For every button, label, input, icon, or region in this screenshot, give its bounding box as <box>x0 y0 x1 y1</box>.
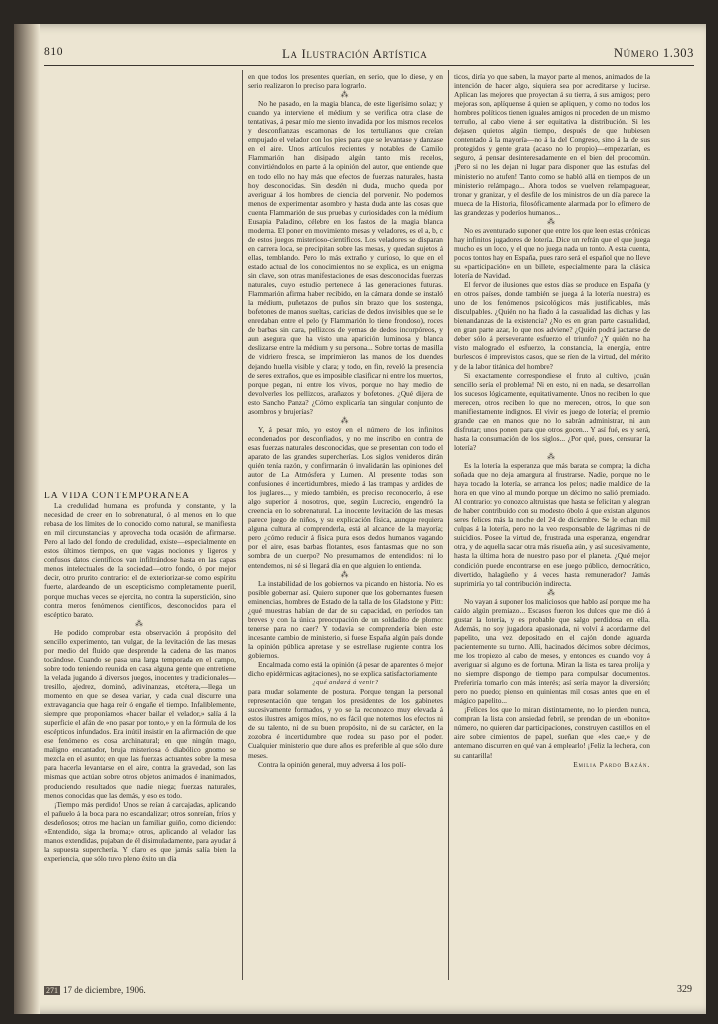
paragraph: ¡Tiempo más perdido! Unos se reían á carcajadas, aplicando el pañuelo á la boca para no escandalizar; otros sonreían, fríos y desdeñosos; otros me hacían un familiar guiño, como diciendo: «Entendido, siga la broma;» otros, aplicando al velador las manos extendidas, pujaban de él disimuladamente, para ayudar á la supuesta superchería. Y claro es que jamás salía bien la experiencia, que sólo tuvo pleno éxito un día <box>44 799 236 863</box>
column-3 <box>454 72 650 977</box>
footer-date-line <box>44 985 146 995</box>
illustration-area <box>44 88 242 498</box>
paragraph: El fervor de ilusiones que estos días se produce en España (y en otros países, donde también se juega á la lotería nuestra) es uno de los fenómenos psicológicos más justificables, más disculpables. ¿Quién no ha fiado á la casualidad las dichas y las bienandanzas de la existencia? ¿No es en gran parte casualidad, en gran parte azar, lo que nos adviene? ¿Quién podrá jactarse de deber sólo á perseverante esfuerzo el triunfo? ¿Y quién no ha visto malogrado el esfuerzo, la constancia, la energía, entre burlescos é imprevistos casos, que se ríen de la virtud, del mérito y de la labor titánica del hombre? <box>454 280 650 371</box>
paragraph: ticos, diría yo que saben, la mayor parte al menos, animados de la intención de hacer algo, siquiera sea por acreditarse y lucirse. Aplican las mejores que proyectan á su tierra, á sus amigos; pero mejoras son, aplíquense á quien se apliquen, y como no todos los hombres políticos tienen iguales amigos ni proceden de un mismo terruño, al cabo viene á ser equitativa la distribución. Si les dejasen quietos algún tiempo, después de que hubiesen contentado á la mayoría—no á la del Congreso, sino á la de sus protegidos y gente grata (acaso no lo propio)—empezarían, es seguro, á pensar desinteresadamente en el bien del procomún. ¡Pero si no les dejan ni lugar para disponer que las estufas del ministerio no atufen! Tanto como se habló allá en tiempos de un ministerio relámpago... Ahora todos se vuelven relampaguear, tronar y granizar, y el desfile de los ministros de un día parece la mueca de la Historia, filosóficamente alarmada por lo efímero de las grandezas y poderíos humanos... <box>454 72 650 217</box>
paragraph: en que todos los presentes querían, en serio, que lo diese, y en serio realizaron lo preciso para lograrlo. <box>248 72 443 91</box>
paragraph: Es la lotería la esperanza que más barata se compra; la dicha soñada que no deja amargura al frustrarse. Nadie, porque no le haya tocado la lotería, se arranca los pelos; nadie maldice de la hora en que vino al mundo porque un décimo no salió premiado. Al contrario: yo conozco altruistas que hasta se felicitan y alegran de haber contribuido con su modesto óbolo á que existan algunos seres felices más la noche del 24 de diciembre. Se le echan mil culpas á la lotería, pero no la veo responsable de lágrimas ni de suicidios. Posee la virtud de, frustrada una esperanza, engendrar otra, y de aquella sacar otra más risueña aún, y así sucesivamente, hasta la última hora de nuestro paso por el planeta. ¿Qué mejor condición puede encontrarse en ese juego público, democrático, divertido, halagüeño y á veces hasta remunerador? Jamás suprimiría yo tal contribución indirecta. <box>454 461 650 588</box>
paragraph: No vayan á suponer los maliciosos que hablo así porque me ha caído algún premiazo... Escasos fueron los dulces que me dió á gustar la lotería, y es probable que salgo perdidosa en ella. Además, no soy jugadora apasionada, ni volví á acordarme del papelito, una vez depositado en el cajón donde aguarda pacientemente su turno. Allí, hacinados décimos sobre décimos, me los tropiezo al cabo de meses, y entonces es cuando voy á averiguar si alguno es de fortuna. Miran la lista es tarea prolija y no siempre dispongo de tiempo para compulsar documentos. Preferiría tomarlo con más interés; así sería mayor la diversión; pero no puedo; pienso en quinientas mil cosas antes que en el mágico papelito... <box>454 596 650 706</box>
section-heading: LA VIDA CONTEMPORÁNEA <box>44 492 190 501</box>
page-footer <box>44 984 692 998</box>
caption: ¿qué andará á venir? <box>312 679 379 687</box>
header-rule <box>44 65 694 66</box>
column-2 <box>248 72 443 977</box>
book-spine <box>14 24 40 1014</box>
column-1 <box>44 492 236 982</box>
column-divider-2 <box>448 70 449 980</box>
running-header <box>44 46 694 62</box>
publication-title: La Ilustración Artística <box>282 46 428 61</box>
paragraph: No es aventurado suponer que entre los que leen estas crónicas hay infinitos jugadores de lotería. Dice un refrán que el que juega mucho es un loco, y el que no juega nada un tonto. A esta cuenta, pocos tontos hay en España, pues raro será el español que no lleve su «participación» en un billete, especialmente para la clásica lotería de Navidad. <box>454 225 650 281</box>
footer-folio: 329 <box>677 984 692 995</box>
paragraph: Si exactamente correspondiese el fruto al cultivo, ¡cuán sencillo sería el problema! Ni en esto, ni en nada, se desarrollan los sucesos lógicamente, equitativamente. Unos no reciben lo que merecen, otros reciben lo que no merecen, otros, lo que son manifiestamente indignos. El vivir es juego de lotería; el premio grande cae en manos que no lo sabrán administrar, ni aun disfrutar; unos ponen para que otros gocen... Y así fué, es y será, hasta la consumación de los siglos... ¿Por qué, pues, censurar la lotería? <box>454 370 650 452</box>
column-divider-1 <box>242 70 243 980</box>
paragraph: He podido comprobar esta observación á propósito del sencillo experimento, tan vulgar, de la levitación de las mesas por medio del fluido que desprende la cadena de las manos tocándose. Cuando se pasa una larga temporada en el campo, sobre todo teniendo reunida en casa alguna gente que entretiene la velada jugando á diversos juegos, inocentes y tradicionales—tresillo, ajedrez, dominó, adivinanzas, etcétera,—llega un momento en que se desea variar, y cada cual discurre una extravagancia que haga reír ó engañe el tiempo. Infaliblemente, siempre que proponíamos «hacer bailar el velador,» salía á la superficie el afán de «no pasar por tonto,» y en la fórmula de los escépticos infundados. Era inútil insistir en la afirmación de que ese fenómeno es cosa archinatural; en que ningún mago, maligno encantador, bruja misteriosa ó diabólico gnomo se mezcla en el asunto; en que las fuerzas actuantes sobre la mesa para hacerla levantarse en el aire, contra la gravedad, son las mismas que actúan sobre otros objetos animados é inanimados, produciendo resultados que nadie niega; fuerzas naturales, menos conocidas que las demás, y eso es todo. <box>44 627 236 800</box>
author-signature: Emilia Pardo Bazán. <box>573 759 650 769</box>
paragraph: Y, á pesar mío, yo estoy en el número de los infinitos econdenados por desconfiados, y no me inscribo en contra de esas fuerzas naturales desconocidas, que se presentan con todo el aparato de las grandes supercherías. Los siglos venideros dirán quién tenía razón, y confirmarán ó invalidarán las opiniones del autor de La Atmósfera y Lumen. Al presente todas son confusiones é incertidumbres, miedo á las trampas y ardides de los juglares..., y miedo también, es preciso reconocerlo, á ese algo superior á nosotros, que, según Lucrecio, engendró la creencia en lo sobrenatural. La inocente levitación de las mesas parece juego de niños, y su explicación física, aunque requiera alguna cultura al comprenderla, está al alcance de la mayoría; pero ¿cómo reducir á física pura esos dedos humanos vagando por el aire, esas barbas flotantes, esos fantasmas que no son sombra de un cuerpo? No presumamos de entendidos: ni lo entendemos, ni sé si llegará día en que alguien lo entienda. <box>248 424 443 570</box>
paragraph: ¡Felices los que lo miran distintamente, no lo pierden nunca, compran la lista con ansiedad febril, se prendan de un «bonito» número, no quieren dar participaciones, construyen castillos en el aire sobre cimientos de papel, sueñan que «les cae,» y de antemano discurren en qué van á emplearlo! ¡Feliz la lechera, con su cantarilla! <box>454 705 650 760</box>
paragraph: No he pasado, en la magia blanca, de este ligerísimo solaz; y cuando ya interviene el médium y se verifica otra clase de tentativas, á pesar mío me siento invadida por los mismos recelos y desconfianzas escamonas de los tertulianos que creían empujado el velador con los pies para que se levantase y danzase en el aire. Unos artículos recientes y notables de Camilo Flammarión han disipado algún tanto mis recelos, convirtiéndolos en parte á la opinión del autor, que entiende que en todo ello no hay más que efectos de fuerzas naturales, hasta hoy desconocidas. Sin desdén ni duda, mucho queda por averiguar á los hombres de ciencia del porvenir. No podemos menos de experimentar asombro y hasta duda ante las cosas que cuenta Flammarión de sus pruebas y curiosidades con la médium Eusapia Paladino, célebre en los fastos de la magia blanca moderna. El poner en movimiento mesas y veladores, es el a, b, c de estos juegos misterioso-científicos. Los veladores se disparan en carrera loca, se precipitan sobre las mesas, y quedan sujetos á ellas, temblando. Pero lo más extraño y curioso, lo que en el estado actual de los conocimientos no se explica, es un enigma sin clave, son otras manifestaciones de esas desconocidas fuerzas naturales, cuyo estudio pertenece á las generaciones futuras. Flammarión afirma haber recibido, en la cámara donde se instaló la médium, puñetazos de puños sin brazo que los sostenga, bofetones de manos sueltas, caricias de dedos invisibles que se le enredaban entre el pelo (y Flammarión lo tiene frondoso), roces de barbas sin cara, pellizcos de yemas de dedos incorpóreos, y aun asegura que ha visto una aparición luminosa y blanca deslizarse entre la médium y su persona... Sobre tortas de masilla de vidriero fresca, se imprimieron las manos de los duendes dejando huella visible y clara; y todo, en fin, reveló la presencia de seres extraños, que es imposible clasificar ni entre los muertos, porque pegan, ni entre los vivos, porque no hay medio de devolverles los pellizcos, arañazos y bofetones. ¿Qué dijera de esto Sancho Panza? ¿Cómo explicaría tan singular conjunto de asombros y brujerías? <box>248 99 443 416</box>
paragraph: La credulidad humana es profunda y constante, y la necesidad de creer en lo sobrenatural, ó al menos en lo que rebasa de los límites de lo conocido como natural, se manifiesta en mil circunstancias y aprovecha toda ocasión de afirmarse. Pero al lado del fondo de credulidad, existe—especialmente en estos últimos tiempos, en que vagas nociones y ligeros y confusos datos científicos van infiltrándose hasta en las capas menos intelectuales de la sociedad—otro fondo, ó por mejor decir, otro prurito contrario: el de exteriorizar-se como espíritu fuerte, alardeando de un escepticismo completamente pueril, porque muchas veces se ejercita, no contra la superstición, sino contra meros fenómenos científicos, desconocidos para el escéptico barato. <box>44 501 236 619</box>
issue-number: Número 1.303 <box>614 46 694 60</box>
paragraph: La instabilidad de los gobiernos va picando en historia. No es posible gobernar así. Quiero suponer que los gobernantes fuesen eminencias, hombres de Estado de la talla de los Gladstone y Pitt: ¿qué muestras habían de dar de su capacidad, en períodos tan breves y con la única preocupación de un soldadito de plomo: tenerse para no caer? Y todavía se comprendería bien este incesante cambio de ministerio, si fuese España algún país donde la opinión pública apretase y se estrellase rugiente contra los gobiernos. <box>248 578 443 660</box>
section-ornament: ⁂ <box>547 587 557 597</box>
magazine-page <box>14 24 706 1014</box>
section-ornament: ⁂ <box>135 618 145 628</box>
section-ornament: ⁂ <box>340 90 351 100</box>
section-ornament: ⁂ <box>340 569 351 579</box>
footer-date: 17 de diciembre, 1906. <box>63 985 146 995</box>
section-ornament: ⁂ <box>547 451 557 461</box>
page-number: 810 <box>44 46 64 58</box>
section-ornament: ⁂ <box>340 415 351 425</box>
section-ornament: ⁂ <box>547 216 557 226</box>
paragraph: Encalmada como está la opinión (á pesar de aparentes ó mejor dicho epidérmicas agitaciones), no se explica satisfactoriamente <box>248 660 443 679</box>
paragraph: para mudar solamente de postura. Porque tengan la personal representación que tengan los presidentes de los gabinetes sucesivamente formados, y yo se la reconozco muy elevada á estos ilustres amigos míos, no es fácil que notemos los efectos ni de su talento, ni de su buen propósito, ni de su carácter, en la zozobra é incertidumbre que rodea su paso por el poder. Cualquier ministerio que dure años es preferible al que sólo dure meses. <box>248 687 443 760</box>
paragraph: Contra la opinión general, muy adversa á los polí- <box>258 759 406 769</box>
footer-badge: 271 <box>46 986 58 995</box>
